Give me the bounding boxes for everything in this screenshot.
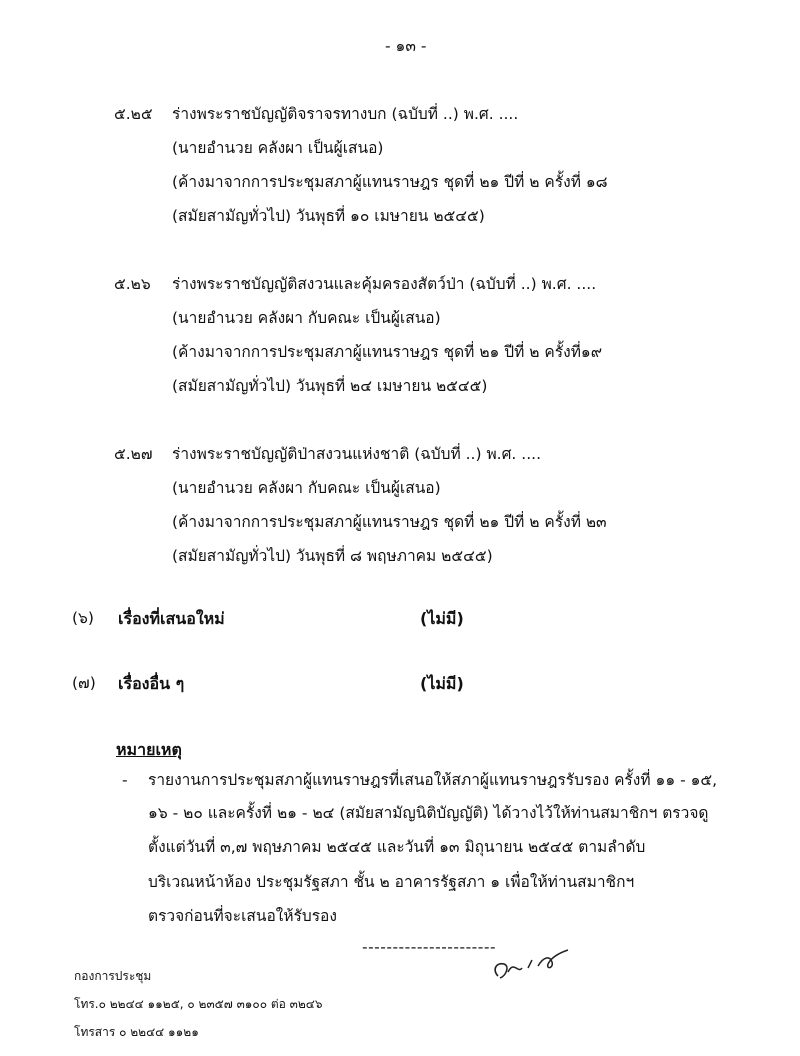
item-number: ๕.๒๖ <box>114 275 151 293</box>
item-carried-over: (ค้างมาจากการประชุมสภาผู้แทนราษฎร ชุดที่ ๒๑ ปีที่ ๒ ครั้งที่๑๙ <box>172 343 603 361</box>
remark-bullet: - <box>122 771 128 789</box>
section-status: (ไม่มี) <box>420 609 464 628</box>
footer-office: กองการประชุม <box>74 969 152 983</box>
remark-line: ๑๖ - ๒๐ และครั้งที่ ๒๑ - ๒๔ (สมัยสามัญนิติบัญญัติ) ได้วางไว้ให้ท่านสมาชิกฯ ตรวจดู <box>148 804 709 822</box>
section-number: (๖) <box>72 609 94 627</box>
separator-line: ---------------------- <box>362 938 497 956</box>
page-number: - ๑๓ - <box>385 37 427 55</box>
section-title: เรื่องที่เสนอใหม่ <box>118 609 225 628</box>
item-title: ร่างพระราชบัญญัติป่าสงวนแห่งชาติ (ฉบับที่ ..) พ.ศ. .... <box>172 445 541 463</box>
remark-line: ตรวจก่อนที่จะเสนอให้รับรอง <box>148 907 337 925</box>
remark-line: บริเวณหน้าห้อง ประชุมรัฐสภา ชั้น ๒ อาคารรัฐสภา ๑ เพื่อให้ท่านสมาชิกฯ <box>148 873 635 891</box>
section-title: เรื่องอื่น ๆ <box>118 674 185 693</box>
remark-line: ตั้งแต่วันที่ ๓,๗ พฤษภาคม ๒๕๔๕ และวันที่ ๑๓ มิถุนายน ๒๕๔๕ ตามลำดับ <box>148 838 646 856</box>
item-proposer: (นายอำนวย คลังผา เป็นผู้เสนอ) <box>172 139 384 157</box>
item-carried-over: (ค้างมาจากการประชุมสภาผู้แทนราษฎร ชุดที่ ๒๑ ปีที่ ๒ ครั้งที่ ๑๘ <box>172 173 608 191</box>
handwritten-signature <box>488 946 578 990</box>
section-number: (๗) <box>72 674 96 692</box>
remark-heading: หมายเหตุ <box>116 740 182 759</box>
section-status: (ไม่มี) <box>420 674 464 693</box>
item-number: ๕.๒๗ <box>114 445 153 463</box>
item-proposer: (นายอำนวย คลังผา กับคณะ เป็นผู้เสนอ) <box>172 479 441 497</box>
footer-phone: โทร.๐ ๒๒๔๔ ๑๑๒๕, ๐ ๒๓๕๗ ๓๑๐๐ ต่อ ๓๒๔๖ <box>74 997 323 1011</box>
item-proposer: (นายอำนวย คลังผา กับคณะ เป็นผู้เสนอ) <box>172 309 441 327</box>
footer-fax: โทรสาร ๐ ๒๒๔๔ ๑๑๒๑ <box>74 1025 199 1039</box>
item-session: (สมัยสามัญทั่วไป) วันพุธที่ ๑๐ เมษายน ๒๕๔๕) <box>172 207 485 225</box>
item-session: (สมัยสามัญทั่วไป) วันพุธที่ ๒๔ เมษายน ๒๕๔๕) <box>172 377 488 395</box>
item-title: ร่างพระราชบัญญัติจราจรทางบก (ฉบับที่ ..) พ.ศ. .... <box>172 105 519 123</box>
item-session: (สมัยสามัญทั่วไป) วันพุธที่ ๘ พฤษภาคม ๒๕๔๕) <box>172 547 493 565</box>
item-carried-over: (ค้างมาจากการประชุมสภาผู้แทนราษฎร ชุดที่ ๒๑ ปีที่ ๒ ครั้งที่ ๒๓ <box>172 513 607 531</box>
item-title: ร่างพระราชบัญญัติสงวนและคุ้มครองสัตว์ป่า (ฉบับที่ ..) พ.ศ. .... <box>172 275 597 293</box>
remark-line: รายงานการประชุมสภาผู้แทนราษฎรที่เสนอให้สภาผู้แทนราษฎรรับรอง ครั้งที่ ๑๑ - ๑๕, <box>148 771 718 789</box>
item-number: ๕.๒๕ <box>114 105 153 123</box>
